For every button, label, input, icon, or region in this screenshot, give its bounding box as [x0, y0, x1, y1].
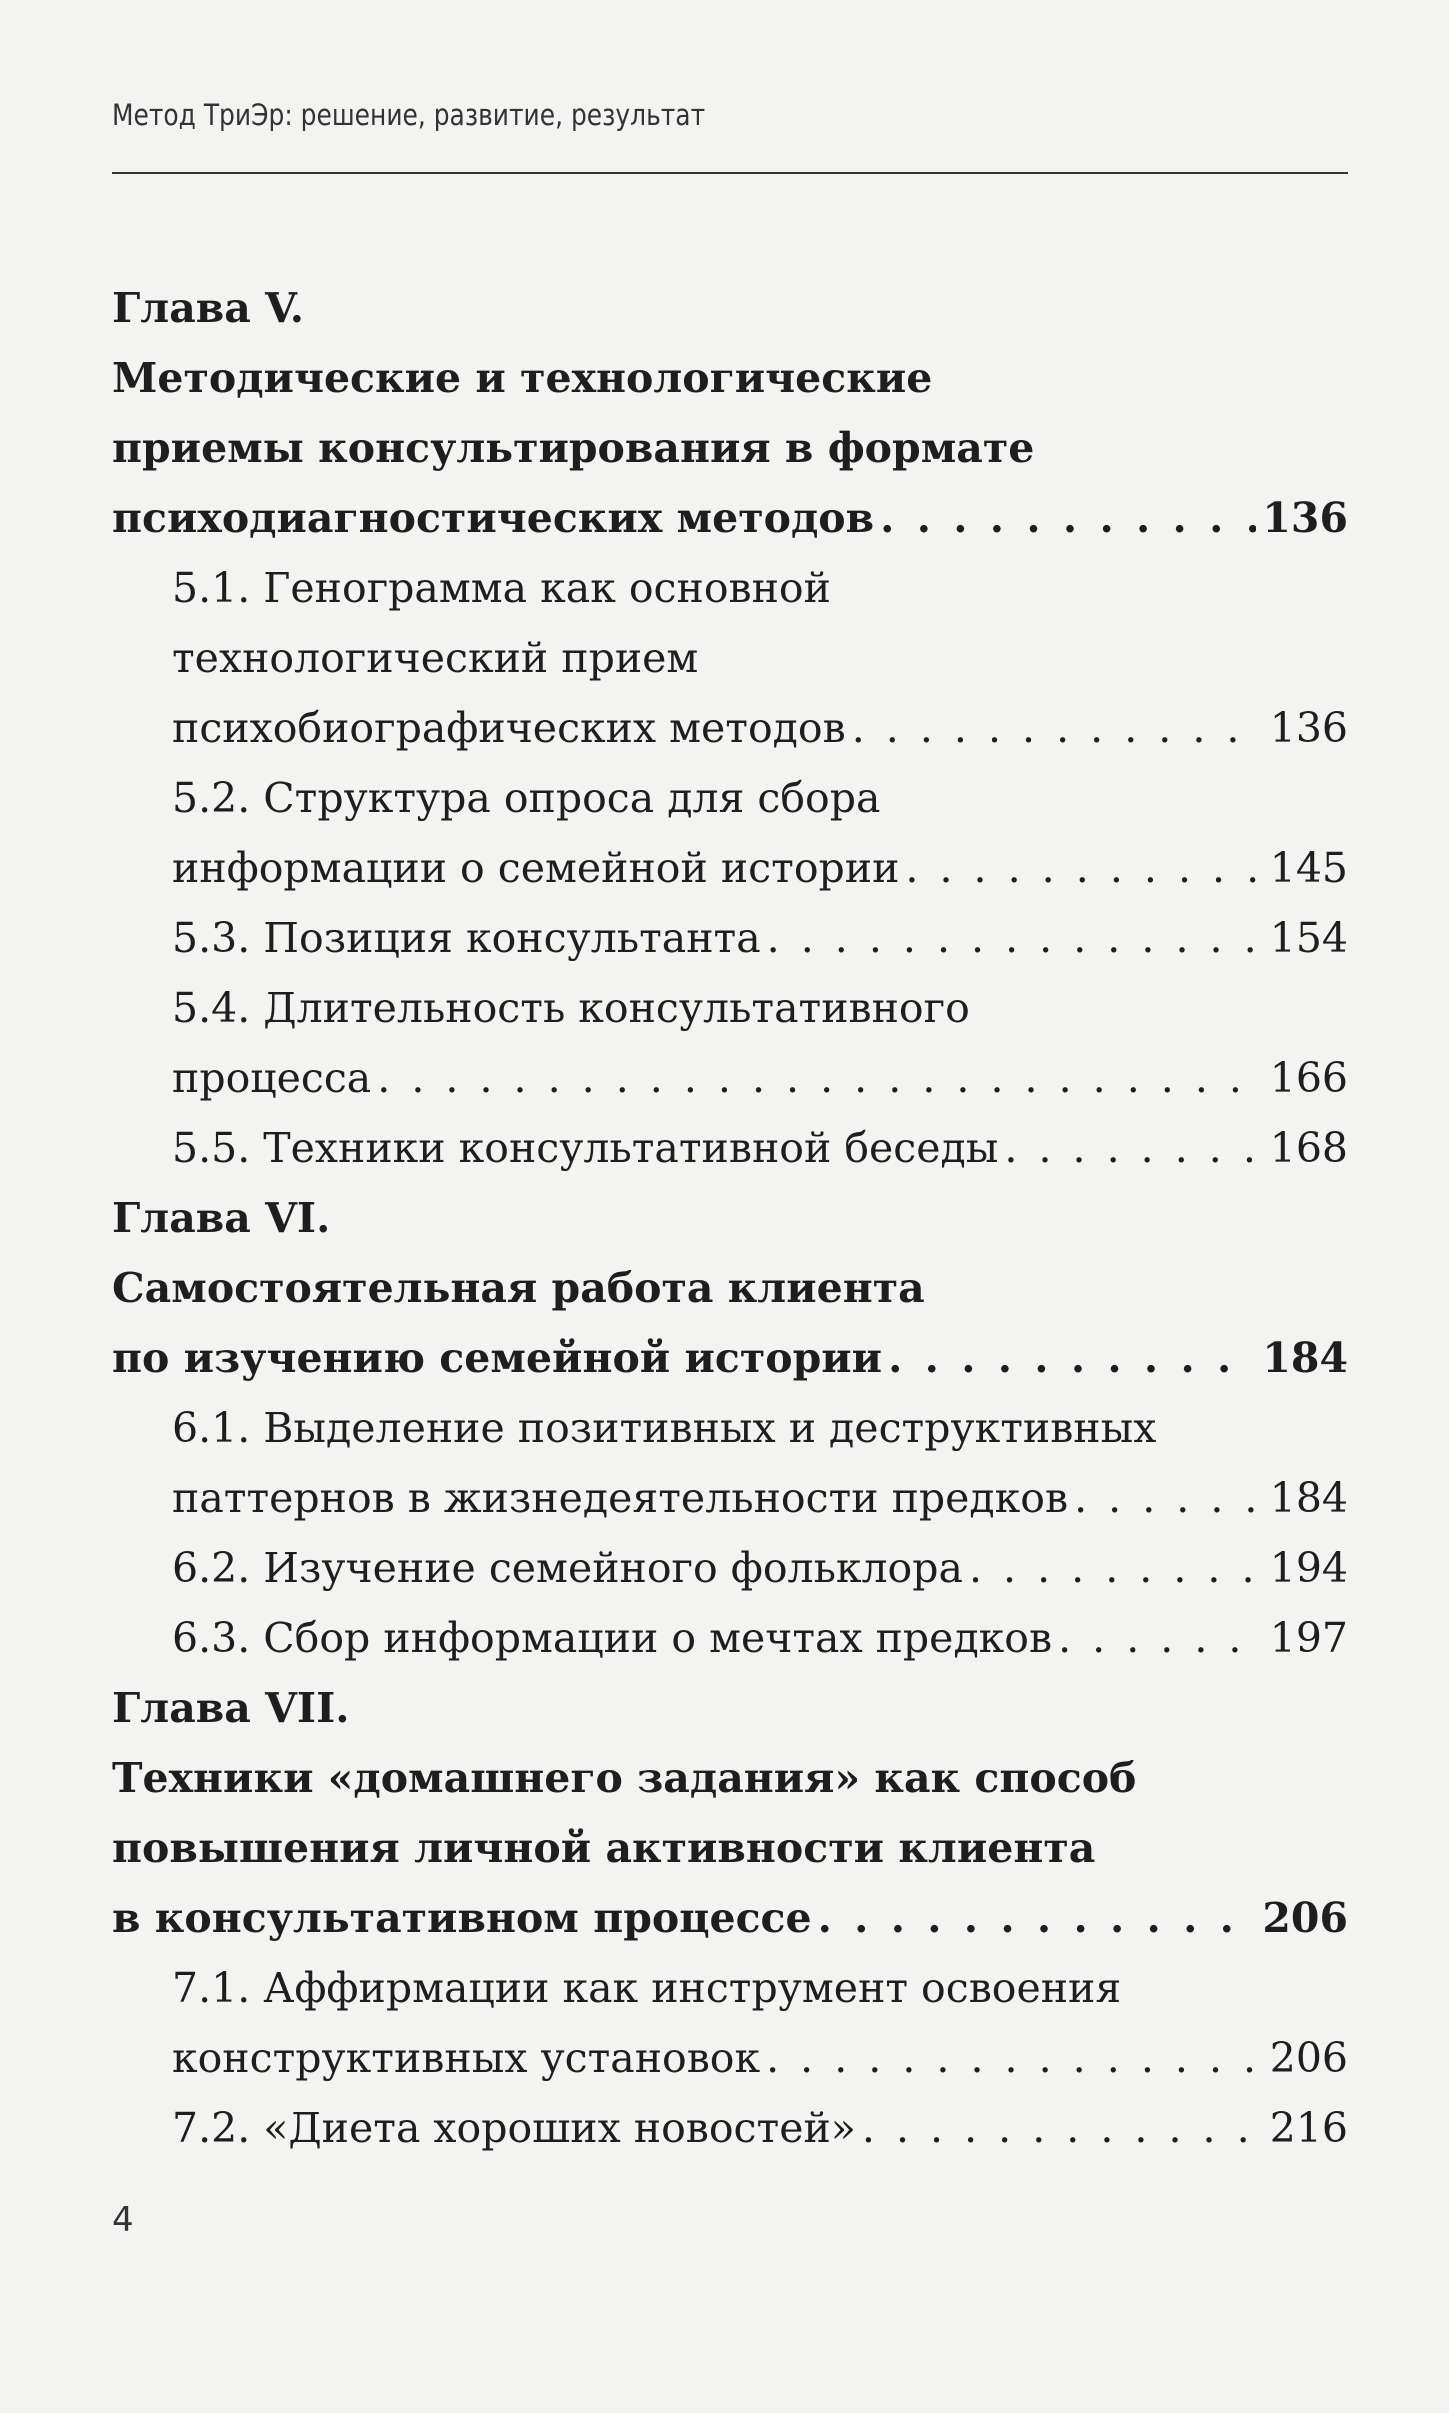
- toc-page-number: 194: [1269, 1544, 1348, 1592]
- toc-entry-title: 7.1. Аффирмации как инструмент освоения: [172, 1964, 1122, 2012]
- dot-leader: [969, 1533, 1264, 1603]
- toc-page-number: 166: [1269, 1054, 1348, 1102]
- toc-entry-title: паттернов в жизнедеятельности предков: [172, 1474, 1069, 1522]
- toc-page-number: 216: [1269, 2104, 1348, 2152]
- dot-leader: [852, 693, 1264, 763]
- toc-line: [112, 1463, 1348, 1533]
- toc-line: [112, 2093, 1348, 2163]
- toc-page-number: 168: [1269, 1124, 1348, 1172]
- table-of-contents: [112, 273, 1348, 2163]
- toc-section-entry: [112, 553, 1348, 763]
- toc-entry-title: 7.2. «Диета хороших новостей»: [172, 2104, 856, 2152]
- toc-entry-title: Самостоятельная работа клиента: [112, 1264, 925, 1312]
- toc-line: [112, 1953, 1348, 2023]
- toc-entry-title: информации о семейной истории: [172, 844, 900, 892]
- dot-leader: [888, 1323, 1256, 1393]
- toc-entry-title: Техники «домашнего задания» как способ: [112, 1754, 1137, 1802]
- toc-line: [112, 343, 1348, 413]
- toc-line: [112, 1043, 1348, 1113]
- dot-leader: [1074, 1463, 1264, 1533]
- toc-chapter-entry: [112, 273, 1348, 553]
- toc-section-entry: [112, 1603, 1348, 1673]
- dot-leader: [818, 1883, 1257, 1953]
- toc-entry-title: Методические и технологические: [112, 354, 933, 402]
- toc-line: [112, 1743, 1348, 1813]
- toc-chapter-entry: [112, 1183, 1348, 1393]
- toc-line: [112, 1393, 1348, 1463]
- toc-line: [112, 1603, 1348, 1673]
- dot-leader: [767, 903, 1264, 973]
- toc-line: [112, 1883, 1348, 1953]
- toc-line: [112, 553, 1348, 623]
- toc-entry-title: 5.4. Длительность консультативного: [172, 984, 970, 1032]
- toc-line: [112, 1183, 1348, 1253]
- toc-entry-title: Глава VII.: [112, 1684, 350, 1732]
- toc-line: [112, 1113, 1348, 1183]
- toc-entry-title: Глава VI.: [112, 1194, 331, 1242]
- toc-page-number: 197: [1269, 1614, 1348, 1662]
- toc-line: [112, 763, 1348, 833]
- toc-entry-title: 5.5. Техники консультативной беседы: [172, 1124, 999, 1172]
- dot-leader: [1004, 1113, 1263, 1183]
- toc-page-number: 184: [1262, 1334, 1348, 1382]
- toc-section-entry: [112, 1393, 1348, 1533]
- toc-entry-title: Глава V.: [112, 284, 305, 332]
- header-divider: [112, 172, 1348, 174]
- toc-entry-title: 5.1. Генограмма как основной: [172, 564, 831, 612]
- toc-page-number: 136: [1269, 704, 1348, 752]
- dot-leader: [905, 833, 1263, 903]
- toc-entry-title: повышения личной активности клиента: [112, 1824, 1096, 1872]
- toc-entry-title: технологический прием: [172, 634, 699, 682]
- toc-section-entry: [112, 903, 1348, 973]
- toc-entry-title: по изучению семейной истории: [112, 1334, 883, 1382]
- dot-leader: [377, 1043, 1263, 1113]
- toc-line: [112, 1813, 1348, 1883]
- toc-entry-title: в консультативном процессе: [112, 1894, 812, 1942]
- toc-line: [112, 2023, 1348, 2093]
- dot-leader: [862, 2093, 1264, 2163]
- toc-section-entry: [112, 1533, 1348, 1603]
- toc-page-number: 136: [1262, 494, 1348, 542]
- toc-line: [112, 903, 1348, 973]
- dot-leader: [766, 2023, 1264, 2093]
- toc-line: [112, 833, 1348, 903]
- toc-section-entry: [112, 973, 1348, 1113]
- toc-entry-title: процесса: [172, 1054, 372, 1102]
- toc-entry-title: 5.2. Структура опроса для сбора: [172, 774, 881, 822]
- toc-line: [112, 483, 1348, 553]
- toc-page-number: 154: [1269, 914, 1348, 962]
- dot-leader: [1058, 1603, 1264, 1673]
- toc-section-entry: [112, 1113, 1348, 1183]
- toc-line: [112, 273, 1348, 343]
- toc-line: [112, 413, 1348, 483]
- toc-entry-title: 5.3. Позиция консультанта: [172, 914, 761, 962]
- toc-line: [112, 1323, 1348, 1393]
- toc-section-entry: [112, 763, 1348, 903]
- toc-entry-title: 6.1. Выделение позитивных и деструктивных: [172, 1404, 1157, 1452]
- toc-entry-title: 6.3. Сбор информации о мечтах предков: [172, 1614, 1053, 1662]
- toc-line: [112, 973, 1348, 1043]
- toc-entry-title: психобиографических методов: [172, 704, 846, 752]
- toc-line: [112, 1673, 1348, 1743]
- toc-line: [112, 623, 1348, 693]
- toc-entry-title: конструктивных установок: [172, 2034, 761, 2082]
- dot-leader: [880, 483, 1256, 553]
- toc-line: [112, 1253, 1348, 1323]
- page-number: 4: [112, 2200, 134, 2240]
- toc-section-entry: [112, 2093, 1348, 2163]
- toc-section-entry: [112, 1953, 1348, 2093]
- running-header: Метод ТриЭр: решение, развитие, результат: [112, 98, 706, 132]
- toc-entry-title: психодиагностических методов: [112, 494, 875, 542]
- toc-page-number: 206: [1262, 1894, 1348, 1942]
- toc-line: [112, 693, 1348, 763]
- toc-chapter-entry: [112, 1673, 1348, 1953]
- toc-entry-title: 6.2. Изучение семейного фольклора: [172, 1544, 963, 1592]
- toc-page-number: 206: [1269, 2034, 1348, 2082]
- toc-line: [112, 1533, 1348, 1603]
- toc-page-number: 145: [1269, 844, 1348, 892]
- toc-entry-title: приемы консультирования в формате: [112, 424, 1035, 472]
- toc-page-number: 184: [1269, 1474, 1348, 1522]
